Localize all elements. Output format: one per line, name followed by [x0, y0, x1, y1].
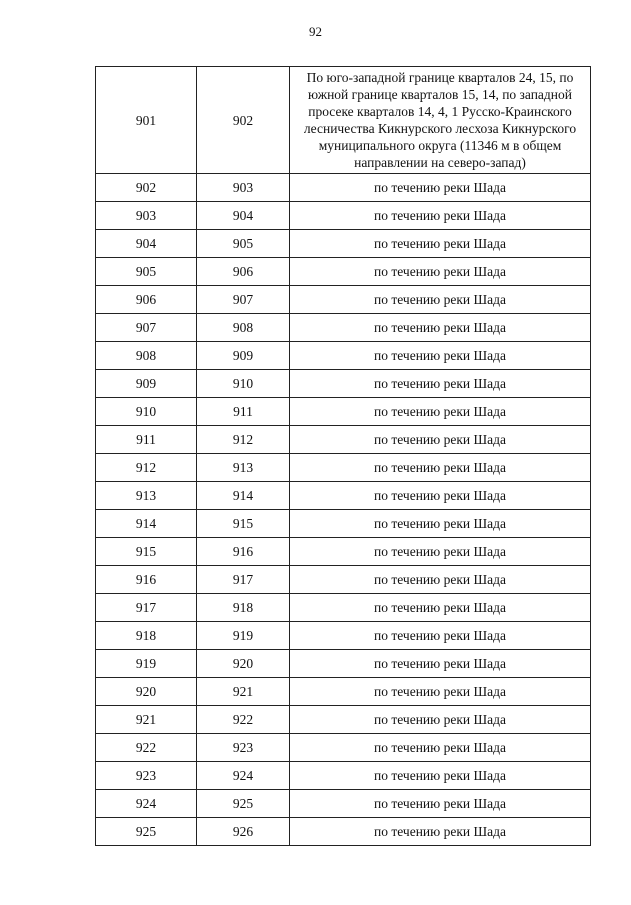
description-cell: по течению реки Шада [290, 398, 591, 426]
table-row [96, 370, 591, 398]
from-point-cell: 905 [96, 258, 197, 286]
table-row [96, 482, 591, 510]
description-cell: по течению реки Шада [290, 230, 591, 258]
from-point-cell: 904 [96, 230, 197, 258]
table-row [96, 202, 591, 230]
table-row [96, 426, 591, 454]
to-point-cell: 903 [197, 174, 290, 202]
from-point-cell: 918 [96, 622, 197, 650]
to-point-cell: 917 [197, 566, 290, 594]
description-cell: по течению реки Шада [290, 790, 591, 818]
description-cell: по течению реки Шада [290, 538, 591, 566]
to-point-cell: 909 [197, 342, 290, 370]
from-point-cell: 924 [96, 790, 197, 818]
from-point-cell: 925 [96, 818, 197, 846]
to-point-cell: 919 [197, 622, 290, 650]
table-row [96, 510, 591, 538]
from-point-cell: 916 [96, 566, 197, 594]
from-point-cell: 922 [96, 734, 197, 762]
description-cell: по течению реки Шада [290, 566, 591, 594]
description-cell: по течению реки Шада [290, 342, 591, 370]
to-point-cell: 925 [197, 790, 290, 818]
to-point-cell: 907 [197, 286, 290, 314]
to-point-cell: 912 [197, 426, 290, 454]
description-cell: по течению реки Шада [290, 510, 591, 538]
from-point-cell: 906 [96, 286, 197, 314]
to-point-cell: 920 [197, 650, 290, 678]
to-point-cell: 918 [197, 594, 290, 622]
description-cell: по течению реки Шада [290, 762, 591, 790]
description-cell: по течению реки Шада [290, 482, 591, 510]
from-point-cell: 901 [96, 67, 197, 174]
table-row [96, 818, 591, 846]
from-point-cell: 917 [96, 594, 197, 622]
table-row [96, 790, 591, 818]
description-cell: по течению реки Шада [290, 818, 591, 846]
from-point-cell: 921 [96, 706, 197, 734]
description-cell: по течению реки Шада [290, 286, 591, 314]
description-cell: по течению реки Шада [290, 454, 591, 482]
description-cell: по течению реки Шада [290, 258, 591, 286]
to-point-cell: 908 [197, 314, 290, 342]
table-row [96, 67, 591, 174]
table-row [96, 258, 591, 286]
description-cell: по течению реки Шада [290, 174, 591, 202]
to-point-cell: 906 [197, 258, 290, 286]
description-cell: по течению реки Шада [290, 370, 591, 398]
table-row [96, 734, 591, 762]
from-point-cell: 912 [96, 454, 197, 482]
description-cell: по течению реки Шада [290, 678, 591, 706]
description-cell: по течению реки Шада [290, 202, 591, 230]
to-point-cell: 902 [197, 67, 290, 174]
to-point-cell: 924 [197, 762, 290, 790]
table-row [96, 678, 591, 706]
from-point-cell: 914 [96, 510, 197, 538]
table-row [96, 706, 591, 734]
description-cell: по течению реки Шада [290, 426, 591, 454]
to-point-cell: 910 [197, 370, 290, 398]
from-point-cell: 913 [96, 482, 197, 510]
from-point-cell: 909 [96, 370, 197, 398]
table-body [96, 67, 591, 846]
page-number: 92 [309, 24, 322, 39]
table-row [96, 622, 591, 650]
from-point-cell: 911 [96, 426, 197, 454]
table-row [96, 538, 591, 566]
from-point-cell: 903 [96, 202, 197, 230]
to-point-cell: 923 [197, 734, 290, 762]
table-row [96, 174, 591, 202]
table-row [96, 566, 591, 594]
table-row [96, 762, 591, 790]
from-point-cell: 902 [96, 174, 197, 202]
description-cell: по течению реки Шада [290, 734, 591, 762]
to-point-cell: 914 [197, 482, 290, 510]
to-point-cell: 921 [197, 678, 290, 706]
description-cell: по течению реки Шада [290, 314, 591, 342]
to-point-cell: 916 [197, 538, 290, 566]
from-point-cell: 915 [96, 538, 197, 566]
from-point-cell: 908 [96, 342, 197, 370]
table-row [96, 314, 591, 342]
from-point-cell: 910 [96, 398, 197, 426]
description-cell: По юго-западной границе кварталов 24, 15, по южной границе кварталов 15, 14, по западной просеке кварталов 14, 4, 1 Русско-Краинского лесничества Кикнурского лесхоза Кикнурского муниципального округа (11346 м в общем направлении на северо-запад) [290, 67, 591, 174]
description-cell: по течению реки Шада [290, 650, 591, 678]
table-row [96, 398, 591, 426]
to-point-cell: 926 [197, 818, 290, 846]
table-row [96, 230, 591, 258]
table-row [96, 594, 591, 622]
table-row [96, 650, 591, 678]
table-row [96, 342, 591, 370]
to-point-cell: 915 [197, 510, 290, 538]
to-point-cell: 911 [197, 398, 290, 426]
to-point-cell: 922 [197, 706, 290, 734]
to-point-cell: 913 [197, 454, 290, 482]
from-point-cell: 919 [96, 650, 197, 678]
table-row [96, 286, 591, 314]
description-cell: по течению реки Шада [290, 594, 591, 622]
from-point-cell: 920 [96, 678, 197, 706]
description-cell: по течению реки Шада [290, 622, 591, 650]
table-row [96, 454, 591, 482]
to-point-cell: 904 [197, 202, 290, 230]
description-cell: по течению реки Шада [290, 706, 591, 734]
from-point-cell: 923 [96, 762, 197, 790]
to-point-cell: 905 [197, 230, 290, 258]
boundary-table [95, 66, 591, 846]
from-point-cell: 907 [96, 314, 197, 342]
